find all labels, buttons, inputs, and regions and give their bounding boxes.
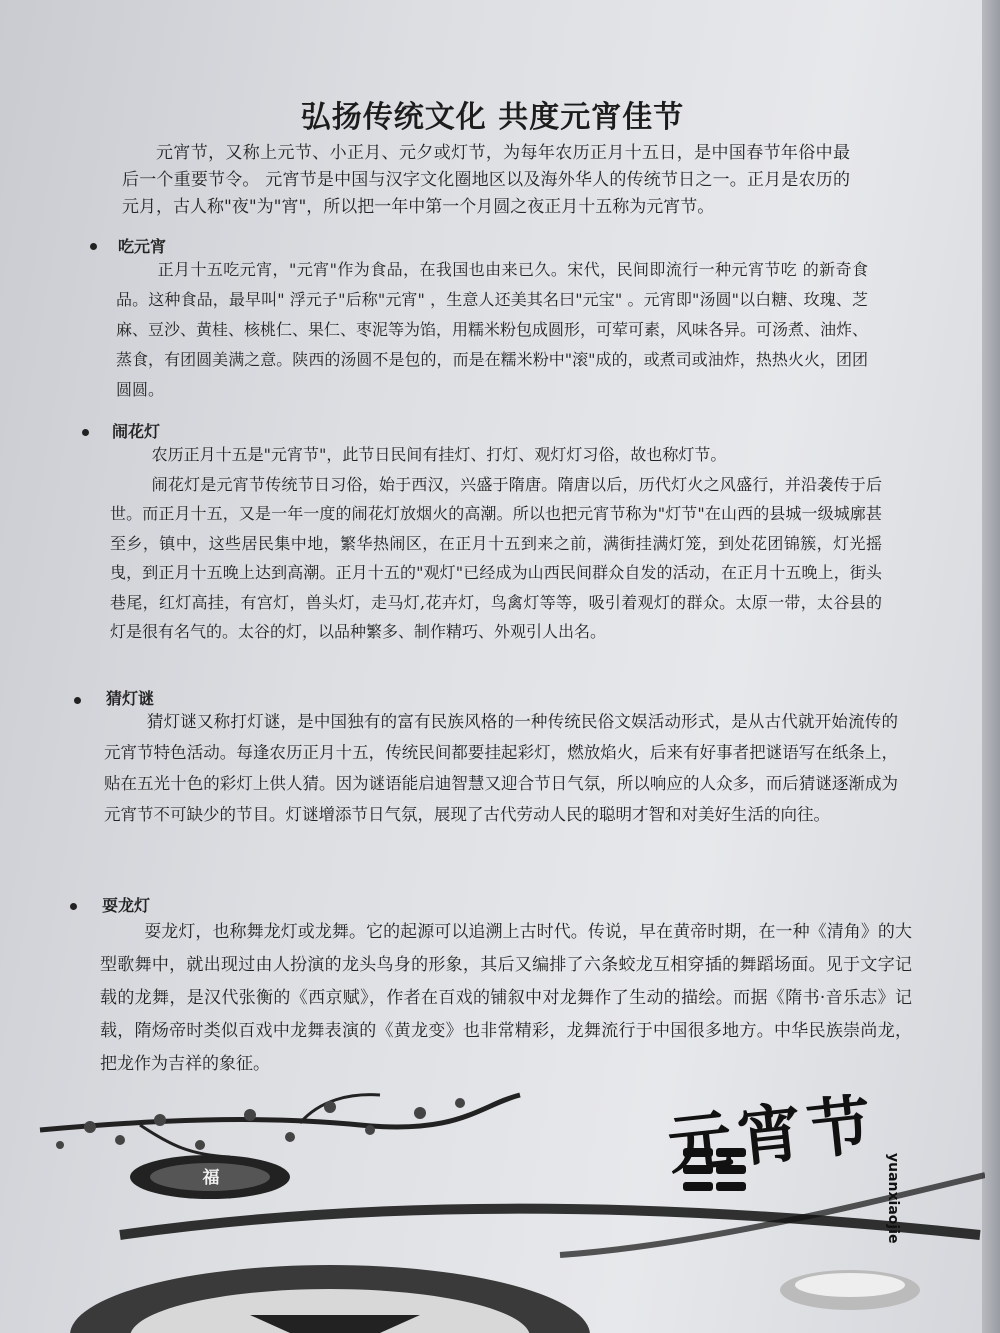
section-paragraph: 正月十五吃元宵，"元宵"作为食品，在我国也由来已久。宋代，民间即流行一种元宵节吃 的新奇食品。这种食品，最早叫" 浮元子"后称"元宵" ，生意人还美其名曰"元宝" 。元宵即"汤圆"以白糖、玫瑰、芝麻、豆沙、黄桂、核桃仁、果仁、枣泥等为馅，用糯米粉包成圆形，可荤可素，风味各异。可汤煮、油炸、蒸食，有团圆美满之意。陕西的汤圆不是包的，而是在糯米粉中"滚"成的，或煮司或油炸，热热火火，团团圆圆。 [116,260,869,399]
section-paragraph: 农历正月十五是"元宵节"，此节日民间有挂灯、打灯、观灯灯习俗，故也称灯节。 [151,445,727,464]
bullet-icon [82,429,89,436]
document-title: 弘扬传统文化 共度元宵佳节 [300,100,685,135]
section-body [116,255,868,405]
section-heading: 耍龙灯 [102,896,151,915]
bullet-icon [74,697,81,704]
section-paragraph: 猜灯谜又称打灯谜，是中国独有的富有民族风格的一种传统民俗文娱活动形式，是从古代就开始流传的元宵节特色活动。每逢农历正月十五，传统民间都要挂起彩灯，燃放焰火，后来有好事者把谜语写在纸条上，贴在五光十色的彩灯上供人猜。因为谜语能启迪智慧又迎合节日气氛，所以响应的人众多，而后猜谜逐渐成为元宵节不可缺少的节目。灯谜增添节日气氛，展现了古代劳动人民的聪明才智和对美好生活的向往。 [104,712,898,824]
section-heading: 吃元宵 [118,237,167,256]
fu-seal: 福 [202,1168,220,1188]
section-paragraph: 闹花灯是元宵节传统节日习俗，始于西汉，兴盛于隋唐。隋唐以后，历代灯火之风盛行，并沿袭传于后世。而正月十五，又是一年一度的闹花灯放烟火的高潮。所以也把元宵节称为"灯节"在山西的县城一级城廓甚至乡，镇中，这些居民集中地，繁华热闹区，在正月十五到来之前，满街挂满灯笼，到处花团锦簇，灯光摇曳，到正月十五晚上达到高潮。正月十五的"观灯"已经成为山西民间群众自发的活动，在正月十五晚上，街头巷尾，红灯高挂，有宫灯，兽头灯，走马灯,花卉灯，鸟禽灯等等，吸引着观灯的群众。太原一带，太谷县的灯是很有名气的。太谷的灯，以品种繁多、制作精巧、外观引人出名。 [110,474,882,641]
intro-paragraph: 元宵节，又称上元节、小正月、元夕或灯节，为每年农历正月十五日，是中国春节年俗中最后一个重要节令。 元宵节是中国与汉字文化圈地区以及海外华人的传统节日之一。正月是农历的元月，古人称"夜"为"宵"，所以把一年中第一个月圆之夜正月十五称为元宵节。 [122,143,850,217]
section-heading: 猜灯谜 [106,689,155,708]
section-body [110,440,882,647]
section-paragraph: 耍龙灯，也称舞龙灯或龙舞。它的起源可以追溯上古时代。传说，早在黄帝时期，在一种《清角》的大型歌舞中，就出现过由人扮演的龙头鸟身的形象，其后又编排了六条蛟龙互相穿插的舞蹈场面。见于文字记载的龙舞，是汉代张衡的《西京赋》，作者在百戏的铺叙中对龙舞作了生动的描绘。而据《隋书·音乐志》记载，隋炀帝时类似百戏中龙舞表演的《黄龙变》也非常精彩，龙舞流行于中国很多地方。中华民族崇尚龙，把龙作为吉祥的象征。 [100,922,912,1074]
bullet-icon [90,243,97,250]
brand-pinyin: yuanxiaojie [885,1153,901,1244]
brand-title: 元宵节 [664,1087,882,1184]
section-body [100,916,912,1081]
yuanxiao-brand-logo [660,1087,940,1265]
section-heading: 闹花灯 [112,422,161,441]
section-body [104,706,898,830]
bullet-icon [70,903,77,910]
